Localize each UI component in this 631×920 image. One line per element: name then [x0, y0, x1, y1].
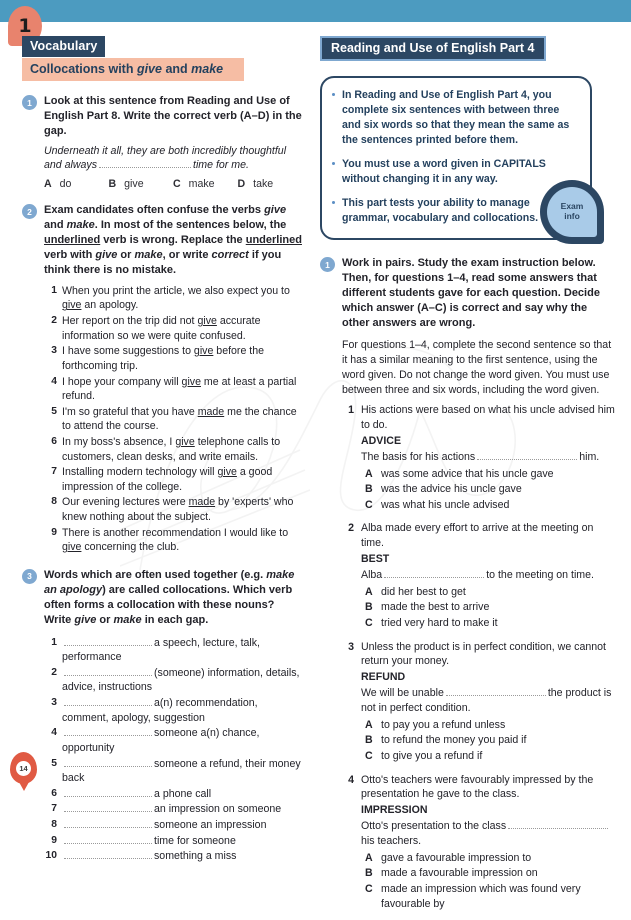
item-number: 3 [51, 697, 57, 709]
list-item [44, 636, 302, 665]
transform-post: him. [579, 450, 600, 463]
answer-gap[interactable] [446, 686, 546, 696]
item-number: 7 [51, 466, 57, 478]
exam-badge-line-2: info [564, 211, 580, 222]
option-letter: A [365, 467, 373, 480]
option-text: made a favourable impression on [381, 867, 538, 880]
item-post: me at least a partial refund. [62, 375, 297, 403]
option-text: gave a favourable impression to [381, 851, 532, 864]
stem-make: make [113, 613, 142, 626]
option-a-letter: A [44, 178, 52, 191]
reading-use-section-tag: Reading and Use of English Part 4 [320, 36, 546, 61]
stem-give-2: give [95, 248, 118, 261]
item-number: 2 [51, 315, 57, 327]
item-post: a good impression of the college. [62, 466, 273, 493]
exercise-2-stem [44, 203, 302, 278]
answer-option[interactable] [361, 733, 616, 748]
item-post: me the chance to attend the course. [62, 405, 297, 433]
question-prompt: Alba made every effort to arrive at the meeting on time. [361, 522, 594, 550]
list-item [44, 526, 302, 555]
exercise-1-number: 1 [22, 95, 37, 110]
answer-option[interactable] [361, 600, 616, 615]
exam-rubric: For questions 1–4, complete the second sentence so that it has a similar meaning to the first sentence, using the word given. Do not change the word given. You must use between three and six words, including the word given. [342, 339, 612, 396]
option-c-letter: C [173, 178, 181, 191]
item-number: 2 [51, 666, 57, 678]
question-item [342, 521, 616, 630]
list-item [44, 802, 302, 817]
option-letter: A [365, 851, 373, 864]
option-d[interactable] [238, 178, 303, 190]
list-item [44, 375, 302, 404]
answer-option[interactable] [361, 866, 616, 881]
option-letter: C [365, 617, 373, 629]
transform-pre: We will be unable [361, 687, 444, 700]
left-column [22, 36, 302, 865]
question-number: 2 [348, 522, 354, 535]
transform-post: the product is not in perfect condition. [361, 687, 612, 714]
item-number: 8 [51, 818, 57, 830]
list-item [44, 787, 302, 802]
option-text: was the advice his uncle gave [381, 483, 522, 496]
exam-info-box [320, 76, 592, 240]
answer-options [361, 718, 616, 764]
question-transform [361, 686, 616, 716]
item-number: 8 [51, 496, 57, 508]
item-number: 4 [51, 375, 57, 387]
option-a[interactable] [44, 178, 109, 190]
option-c[interactable] [173, 178, 238, 190]
item-text: a speech, lecture, talk, performance [62, 636, 260, 664]
item-text: an impression on someone [154, 803, 282, 816]
option-text: did her best to get [381, 585, 466, 598]
question-transform [361, 450, 616, 465]
item-verb: give [175, 435, 195, 448]
option-text: made an impression which was found very favourable by [381, 882, 581, 910]
item-pre: Our evening lectures were [62, 496, 189, 509]
question-number: 3 [348, 640, 354, 653]
question-item [342, 640, 616, 764]
quote-part-a: Underneath it all, they are both incredibly thoughtful and always [44, 144, 287, 172]
stem-make: make [66, 219, 95, 232]
quote-part-b: time for me. [193, 159, 249, 172]
answer-gap[interactable] [64, 802, 152, 812]
exercise-2-number: 2 [22, 204, 37, 219]
list-item [44, 465, 302, 494]
right-exercise-1 [320, 256, 616, 911]
option-d-letter: D [237, 178, 246, 191]
list-item [44, 757, 302, 786]
item-text: (someone) information, details, advice, instructions [62, 666, 300, 694]
item-post: by 'experts' who knew nothing about the subject. [62, 496, 294, 523]
exercise-3-stem [44, 568, 302, 628]
item-pre: When you print the article, we also expect you to [62, 284, 290, 297]
option-letter: B [365, 734, 373, 747]
option-c-text: make [188, 178, 215, 191]
option-letter: A [365, 585, 373, 598]
item-post: concerning the club. [81, 541, 180, 554]
answer-gap[interactable] [64, 818, 152, 828]
option-text: was some advice that his uncle gave [381, 467, 554, 480]
question-prompt: Unless the product is in perfect condition, we cannot return your money. [361, 640, 606, 668]
answer-option[interactable] [361, 498, 616, 513]
option-b-letter: B [108, 178, 117, 191]
answer-gap[interactable] [64, 666, 152, 676]
option-b[interactable] [109, 178, 174, 190]
answer-option[interactable] [361, 616, 616, 631]
option-text: tried very hard to make it [381, 617, 498, 629]
answer-options [361, 851, 616, 911]
item-text: someone an impression [154, 818, 267, 831]
option-letter: A [365, 718, 373, 731]
stem-example: make an apology [44, 568, 295, 596]
transform-post: his teachers. [361, 834, 422, 847]
item-verb: give [62, 541, 82, 554]
stem-b: and [44, 219, 67, 232]
item-text: a(n) recommendation, comment, apology, suggestion [62, 697, 258, 724]
right-exercise-1-number: 1 [320, 257, 335, 272]
answer-gap[interactable] [477, 450, 577, 460]
exam-info-bullet: In Reading and Use of English Part 4, you complete six sentences with between three and six words so that they mean the same as the sentences printed before them. [332, 88, 578, 148]
question-item [342, 403, 616, 512]
answer-option[interactable] [361, 482, 616, 497]
question-transform [361, 819, 616, 849]
exercise-1 [22, 94, 302, 190]
question-item [342, 773, 616, 912]
question-keyword: BEST [361, 553, 390, 566]
list-item [44, 834, 302, 849]
stem-c: . In most of the sentences below, the [94, 219, 287, 232]
list-item [44, 696, 302, 725]
item-verb: give [193, 345, 214, 358]
exercise-3 [22, 568, 302, 864]
option-letter: C [365, 882, 373, 895]
transform-post: to the meeting on time. [486, 568, 594, 581]
item-number: 9 [51, 526, 57, 538]
answer-gap[interactable] [64, 849, 152, 859]
item-text: time for someone [154, 834, 236, 847]
vocabulary-section-subtitle [22, 58, 244, 81]
item-pre: Installing modern technology will [62, 466, 218, 479]
stem-a: Exam candidates often confuse the verbs [44, 204, 265, 217]
question-transform [361, 568, 616, 583]
answer-gap[interactable] [64, 726, 152, 736]
item-number: 1 [51, 284, 57, 296]
vocabulary-section-tag: Vocabulary [22, 36, 105, 57]
page-number-label: 14 [16, 761, 31, 776]
stem-g: , or write [162, 248, 212, 261]
exam-badge-line-1: Exam [560, 201, 584, 212]
item-post: accurate information so we were quite confused. [62, 315, 261, 342]
item-post: telephone calls to customers, clean desks, and write emails. [62, 435, 281, 463]
exercise-1-options [44, 178, 302, 190]
item-text: someone a refund, their money back [62, 757, 301, 785]
answer-gap[interactable] [99, 158, 191, 168]
exam-info-bullet: This part tests your ability to manage grammar, vocabulary and collocations. [332, 196, 542, 226]
exercise-2-items [44, 284, 302, 555]
item-pre: There is another recommendation I would like to [62, 526, 289, 539]
exercise-1-stem: Look at this sentence from Reading and Use of English Part 8. Write the correct verb (A–D) in the gap. [44, 95, 302, 137]
stem-e: verb with [44, 248, 96, 261]
stem-underlined-2: underlined [245, 233, 302, 246]
transform-pre: Alba [361, 568, 383, 581]
item-number: 1 [51, 636, 57, 648]
list-item [44, 818, 302, 833]
subtitle-mid: and [161, 62, 192, 76]
answer-gap[interactable] [64, 696, 152, 706]
list-item [44, 435, 302, 464]
list-item [44, 344, 302, 373]
answer-option[interactable] [361, 585, 616, 600]
item-verb: made [197, 405, 225, 418]
top-color-band [0, 0, 631, 22]
question-keyword: ADVICE [361, 434, 402, 447]
exercise-2 [22, 203, 302, 555]
option-letter: B [365, 867, 373, 880]
item-pre: In my boss's absence, I [62, 435, 176, 448]
answer-option[interactable] [361, 882, 616, 911]
item-number: 5 [51, 757, 57, 769]
question-keyword: IMPRESSION [361, 804, 428, 817]
subtitle-make: make [191, 62, 224, 76]
list-item [44, 726, 302, 755]
answer-option[interactable] [361, 851, 616, 866]
list-item [44, 405, 302, 434]
exam-info-bullet: You must use a word given in CAPITALS without changing it in any way. [332, 157, 578, 187]
option-letter: B [365, 601, 373, 614]
stem-underlined: underlined [44, 233, 101, 246]
answer-gap[interactable] [64, 834, 152, 844]
option-letter: B [365, 483, 373, 496]
item-text: someone a(n) chance, opportunity [62, 727, 260, 754]
answer-gap[interactable] [508, 819, 608, 829]
item-verb: give [217, 466, 237, 479]
answer-gap[interactable] [64, 787, 152, 797]
option-a-text: do [59, 178, 72, 191]
answer-gap[interactable] [64, 636, 152, 646]
stem-d: verb is wrong. Replace the [100, 233, 246, 246]
transform-pre: Otto's presentation to the class [361, 820, 507, 833]
item-pre: I have some suggestions to [62, 345, 194, 358]
exercise-3-items [44, 636, 302, 864]
unit-number-label: 1 [18, 14, 32, 37]
right-exercise-1-stem: Work in pairs. Study the exam instruction below. Then, for questions 1–4, read some answers that different students gave for each question. Decide which answer (A–C) is correct and say why the other answers are wrong. [342, 257, 600, 330]
right-column [320, 36, 616, 920]
item-verb: made [188, 496, 216, 509]
option-d-text: take [253, 178, 274, 191]
list-item [44, 849, 302, 864]
item-text: a phone call [154, 787, 212, 800]
page-number-pin [10, 752, 37, 784]
item-pre: Her report on the trip did not [62, 315, 198, 328]
option-b-text: give [124, 178, 144, 191]
answer-option[interactable] [361, 467, 616, 482]
item-number: 4 [51, 727, 57, 739]
item-verb: give [197, 315, 217, 328]
exam-info-badge [540, 180, 604, 244]
exercise-3-number: 3 [22, 569, 37, 584]
item-number: 6 [51, 787, 57, 799]
question-keyword: REFUND [361, 671, 406, 684]
item-number: 3 [51, 345, 57, 357]
option-letter: C [365, 498, 373, 511]
item-verb: give [62, 299, 82, 312]
answer-option[interactable] [361, 749, 616, 764]
stem-a: Words which are often used together (e.g. [44, 568, 267, 581]
list-item [44, 284, 302, 313]
subtitle-pre: Collocations with [30, 62, 137, 76]
stem-give: give [74, 613, 97, 626]
stem-b: ) are called collocations. Which verb often forms a collocation with these nouns? Write [44, 583, 293, 626]
answer-option[interactable] [361, 718, 616, 733]
exam-info-badge-inner [547, 187, 597, 237]
item-number: 9 [51, 834, 57, 846]
option-text: to pay you a refund unless [381, 718, 506, 731]
item-post: an apology. [81, 299, 139, 312]
exercise-1-quote [44, 144, 302, 173]
item-pre: I hope your company will [62, 375, 182, 388]
item-verb: give [181, 375, 201, 388]
option-text: made the best to arrive [381, 601, 490, 614]
stem-d: in each gap. [141, 613, 209, 626]
answer-gap[interactable] [64, 757, 152, 767]
item-text: something a miss [154, 850, 237, 863]
item-number: 5 [51, 405, 57, 417]
answer-gap[interactable] [384, 568, 484, 578]
answer-options [361, 467, 616, 513]
stem-give: give [264, 204, 287, 217]
list-item [44, 495, 302, 524]
stem-h: if you think there is no mistake. [44, 248, 282, 276]
question-number: 1 [348, 404, 354, 417]
item-post: before the forthcoming trip. [62, 345, 265, 372]
question-prompt: Otto's teachers were favourably impressed by the presentation he gave to the class. [361, 773, 594, 801]
transform-pre: The basis for his actions [361, 450, 476, 463]
stem-correct: correct [211, 248, 249, 261]
option-text: to give you a refund if [381, 749, 483, 762]
option-text: was what his uncle advised [381, 498, 510, 511]
item-number: 6 [51, 435, 57, 447]
subtitle-give: give [136, 62, 162, 76]
item-number: 7 [51, 803, 57, 815]
item-pre: I'm so grateful that you have [62, 405, 198, 418]
option-text: to refund the money you paid if [381, 734, 527, 747]
question-prompt: His actions were based on what his uncle advised him to do. [361, 404, 615, 432]
stem-c: or [96, 613, 114, 626]
option-letter: C [365, 749, 373, 762]
stem-f: or [117, 248, 135, 261]
question-list [342, 403, 616, 911]
question-number: 4 [348, 773, 354, 786]
stem-make-2: make [134, 248, 163, 261]
answer-options [361, 585, 616, 631]
list-item [44, 314, 302, 343]
list-item [44, 666, 302, 695]
item-number: 10 [45, 850, 57, 862]
